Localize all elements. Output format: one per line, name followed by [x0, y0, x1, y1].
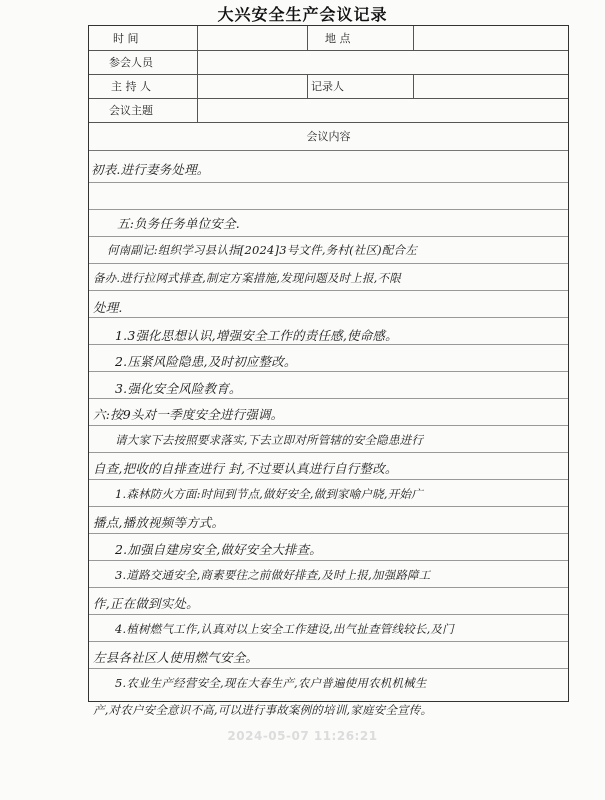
divider	[413, 26, 414, 50]
attendees-label: 参会人员	[109, 56, 153, 69]
row-host-recorder	[89, 74, 568, 99]
handwriting-line: 自查,把收的自排查进行 封,不过要认真进行自行整改。	[93, 461, 398, 476]
handwriting-line: 六:按9头对一季度安全进行强调。	[93, 407, 284, 422]
handwritten-content	[89, 150, 568, 717]
handwriting-line: 2.压紧风险隐患,及时初应整改。	[115, 354, 297, 369]
time-label: 时 间	[113, 32, 139, 45]
row-content-header	[89, 122, 568, 151]
handwriting-line: 何南副记:组织学习县认指[2024]3号文件,务村(社区)配合左	[107, 243, 417, 257]
divider	[197, 26, 198, 50]
row-time-place	[89, 26, 568, 51]
handwriting-line: 左县各社区人使用燃气安全。	[93, 650, 259, 665]
handwriting-line: 作,正在做到实处。	[93, 596, 199, 611]
recorder-label: 记录人	[311, 80, 344, 93]
handwriting-line: 备办.进行拉网式排查,制定方案措施,发现问题及时上报,不限	[93, 271, 401, 285]
divider	[307, 26, 308, 50]
handwriting-line: 3.道路交通安全,商素要往之前做好排查,及时上报,加强路障工	[115, 568, 431, 582]
handwriting-line: 5.农业生产经营安全,现在大春生产,农户普遍使用农机机械生	[115, 676, 427, 690]
handwriting-line: 初表.进行妻务处理。	[91, 162, 210, 177]
handwriting-line: 产,对农户安全意识不高,可以进行事故案例的培训,家庭安全宣传。	[93, 703, 433, 717]
row-attendees	[89, 50, 568, 75]
row-topic	[89, 98, 568, 123]
handwriting-line: 2.加强自建房安全,做好安全大排查。	[115, 542, 323, 557]
place-label: 地 点	[325, 32, 351, 45]
host-label: 主 持 人	[111, 80, 151, 93]
handwriting-line: 1.3强化思想认识,增强安全工作的责任感,使命感。	[115, 328, 398, 343]
handwriting-line: 1.森林防火方面:时间到节点,做好安全,做到家喻户晓,开始广	[115, 487, 423, 501]
divider	[197, 98, 198, 122]
timestamp-watermark: 2024-05-07 11:26:21	[227, 729, 378, 743]
divider	[197, 74, 198, 98]
divider	[307, 74, 308, 98]
handwriting-line: 播点,播放视频等方式。	[93, 515, 225, 530]
content-header: 会议内容	[306, 130, 351, 143]
topic-label: 会议主题	[109, 104, 153, 117]
handwriting-line: 处理.	[93, 300, 123, 315]
handwriting-line: 请大家下去按照要求落实,下去立即对所管辖的安全隐患进行	[115, 433, 424, 447]
divider	[413, 74, 414, 98]
handwriting-line: 五:负务任务单位安全.	[117, 216, 240, 231]
record-form	[88, 25, 569, 717]
document-title: 大兴安全生产会议记录	[217, 5, 388, 24]
handwriting-line: 4.植树燃气工作,认真对以上安全工作建设,出气扯查管线较长,及门	[115, 622, 454, 636]
divider	[197, 50, 198, 74]
handwriting-line: 3.强化安全风险教育。	[115, 381, 242, 396]
